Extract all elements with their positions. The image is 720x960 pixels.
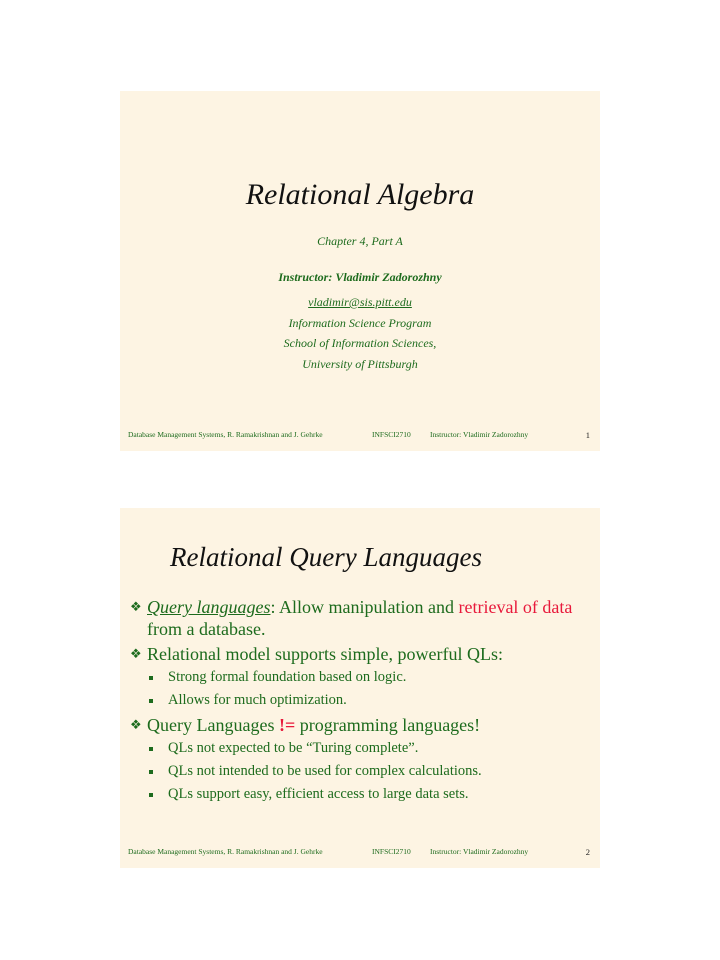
slide-title: Relational Algebra	[245, 178, 475, 211]
sub-bullet-text: QLs support easy, efficient access to large data sets.	[168, 786, 469, 802]
sub-bullet-item	[120, 785, 600, 804]
square-bullet-icon	[149, 770, 153, 774]
page-number: 2	[585, 847, 590, 857]
sub-bullet-item	[120, 691, 600, 710]
footer-book: Database Management Systems, R. Ramakrishnan and J. Gehrke	[128, 847, 323, 856]
slide-footer	[128, 847, 590, 859]
sub-bullet-item	[120, 739, 600, 758]
sub-bullet-item	[120, 668, 600, 687]
school-name: School of Information Sciences,	[283, 336, 437, 350]
sub-bullet-text: QLs not intended to be used for complex calculations.	[168, 763, 482, 779]
sub-bullet-text: Allows for much optimization.	[168, 692, 347, 708]
sub-bullet-text: Strong formal foundation based on logic.	[168, 669, 407, 685]
instructor-name: Instructor: Vladimir Zadorozhny	[278, 270, 442, 284]
bullet-text: from a database.	[147, 619, 266, 639]
bullet-highlight: retrieval of data	[458, 597, 573, 617]
bullet-item	[120, 596, 600, 640]
bullet-list	[120, 596, 600, 808]
slide-title: Relational Query Languages	[170, 542, 482, 572]
slide-footer	[128, 430, 590, 442]
chapter-label: Chapter 4, Part A	[317, 234, 403, 248]
footer-course: INFSCI2710	[372, 430, 411, 439]
bullet-item	[120, 643, 600, 665]
not-equal-operator: !=	[278, 715, 296, 735]
footer-book: Database Management Systems, R. Ramakrishnan and J. Gehrke	[128, 430, 323, 439]
bullet-text: programming languages!	[295, 715, 481, 735]
program-name: Information Science Program	[288, 316, 432, 330]
slide-2	[120, 508, 600, 868]
bullet-term: Query languages	[147, 597, 271, 617]
footer-instructor: Instructor: Vladimir Zadorozhny	[430, 847, 529, 856]
page-number: 1	[585, 430, 590, 440]
square-bullet-icon	[149, 699, 153, 703]
university-name: University of Pittsburgh	[302, 357, 418, 371]
diamond-bullet-icon: ❖	[130, 717, 142, 732]
sub-bullet-item	[120, 762, 600, 781]
square-bullet-icon	[149, 676, 153, 680]
diamond-bullet-icon: ❖	[130, 599, 142, 614]
square-bullet-icon	[149, 747, 153, 751]
slide-1	[120, 91, 600, 451]
diamond-bullet-icon: ❖	[130, 646, 142, 661]
sub-bullet-text: QLs not expected to be “Turing complete”.	[168, 740, 419, 756]
square-bullet-icon	[149, 793, 153, 797]
bullet-text: Query Languages	[147, 715, 279, 735]
footer-course: INFSCI2710	[372, 847, 411, 856]
instructor-email-link[interactable]: vladimir@sis.pitt.edu	[308, 295, 412, 309]
bullet-item	[120, 714, 600, 736]
bullet-text: Relational model supports simple, powerful QLs:	[147, 644, 503, 664]
bullet-text: : Allow manipulation and	[270, 597, 459, 617]
footer-instructor: Instructor: Vladimir Zadorozhny	[430, 430, 529, 439]
